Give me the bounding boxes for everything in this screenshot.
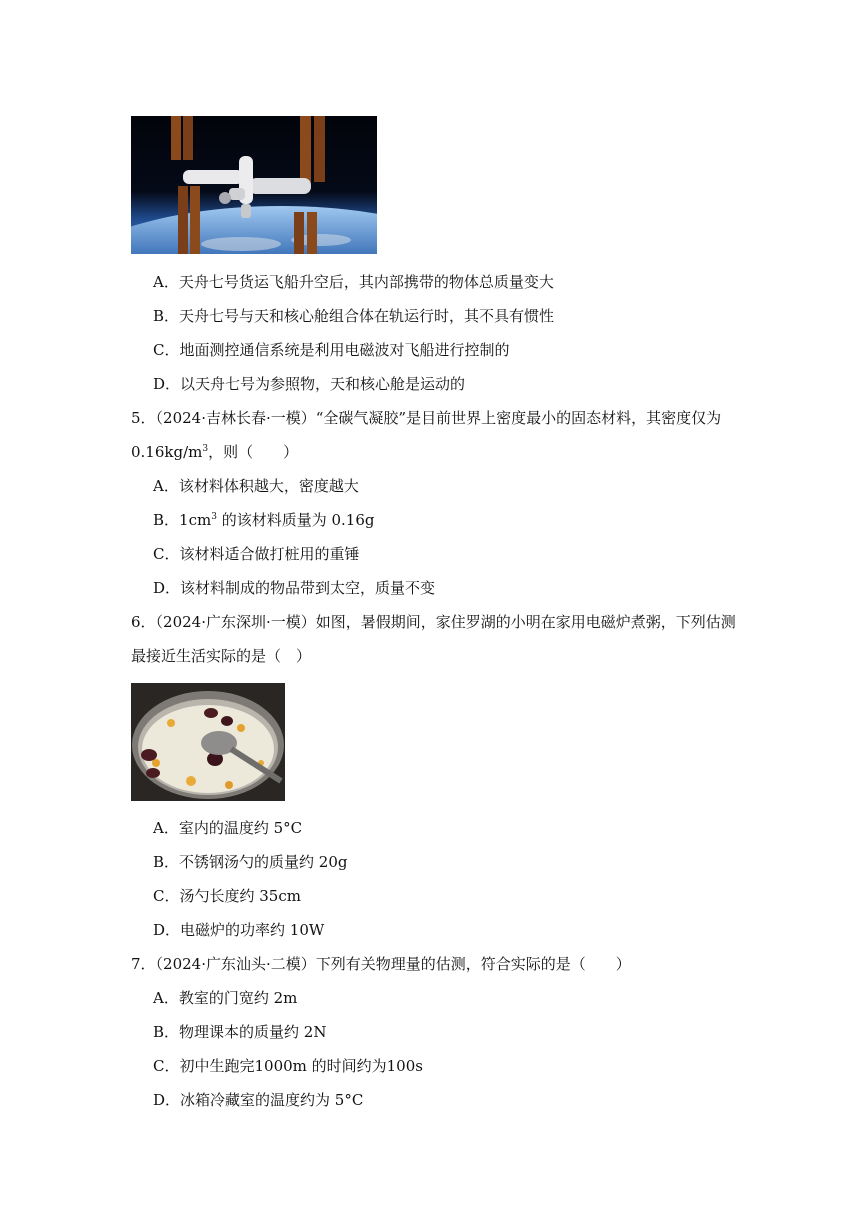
q5-option-c: C．该材料适合做打桩用的重锤 bbox=[153, 545, 360, 563]
q7-stem: 7．（2024·广东汕头·二模）下列有关物理量的估测，符合实际的是（ ） bbox=[131, 955, 631, 973]
q6-option-c: C．汤勺长度约 35cm bbox=[153, 887, 301, 905]
q5-stem-tail: ，则（ ） bbox=[208, 443, 299, 461]
q5-option-b-post: 的该材料质量为 0.16g bbox=[216, 511, 375, 529]
q7-option-d: D．冰箱冷藏室的温度约为 5°C bbox=[153, 1091, 364, 1109]
space-station-photo bbox=[131, 116, 377, 254]
q7-option-b: B．物理课本的质量约 2N bbox=[153, 1023, 327, 1041]
q6-option-a: A．室内的温度约 5°C bbox=[153, 819, 303, 837]
q5-option-b-exponent: 3 bbox=[211, 512, 217, 522]
q5-option-b-pre: B．1cm bbox=[153, 511, 212, 529]
porridge-pot-photo bbox=[131, 683, 285, 801]
q5-option-a: A．该材料体积越大，密度越大 bbox=[153, 477, 359, 495]
q5-stem-line2 bbox=[131, 442, 298, 462]
q6-option-b: B．不锈钢汤勺的质量约 20g bbox=[153, 853, 348, 871]
q7-option-c: C．初中生跑完1000m 的时间约为100s bbox=[153, 1057, 423, 1075]
q6-option-d: D．电磁炉的功率约 10W bbox=[153, 921, 325, 939]
q5-option-b bbox=[153, 510, 374, 530]
q4-option-c: C．地面测控通信系统是利用电磁波对飞船进行控制的 bbox=[153, 341, 510, 359]
q7-option-a: A．教室的门宽约 2m bbox=[153, 989, 298, 1007]
q6-stem-line2: 最接近生活实际的是（ ） bbox=[131, 647, 312, 665]
q4-option-d: D．以天舟七号为参照物，天和核心舱是运动的 bbox=[153, 375, 466, 393]
q5-option-d: D．该材料制成的物品带到太空，质量不变 bbox=[153, 579, 436, 597]
q5-stem-unit-exponent: 3 bbox=[202, 444, 209, 454]
q5-stem-line1: 5．（2024·吉林长春·一模）“全碳气凝胶”是目前世界上密度最小的固态材料，其密度仅为 bbox=[131, 409, 722, 427]
q5-stem-unit: 0.16kg/m bbox=[131, 443, 203, 461]
q4-option-b: B．天舟七号与天和核心舱组合体在轨运行时，其不具有惯性 bbox=[153, 307, 555, 325]
q6-stem-line1: 6．（2024·广东深圳·一模）如图，暑假期间，家住罗湖的小明在家用电磁炉煮粥，下列估测 bbox=[131, 613, 736, 631]
q4-option-a: A．天舟七号货运飞船升空后，其内部携带的物体总质量变大 bbox=[153, 273, 554, 291]
